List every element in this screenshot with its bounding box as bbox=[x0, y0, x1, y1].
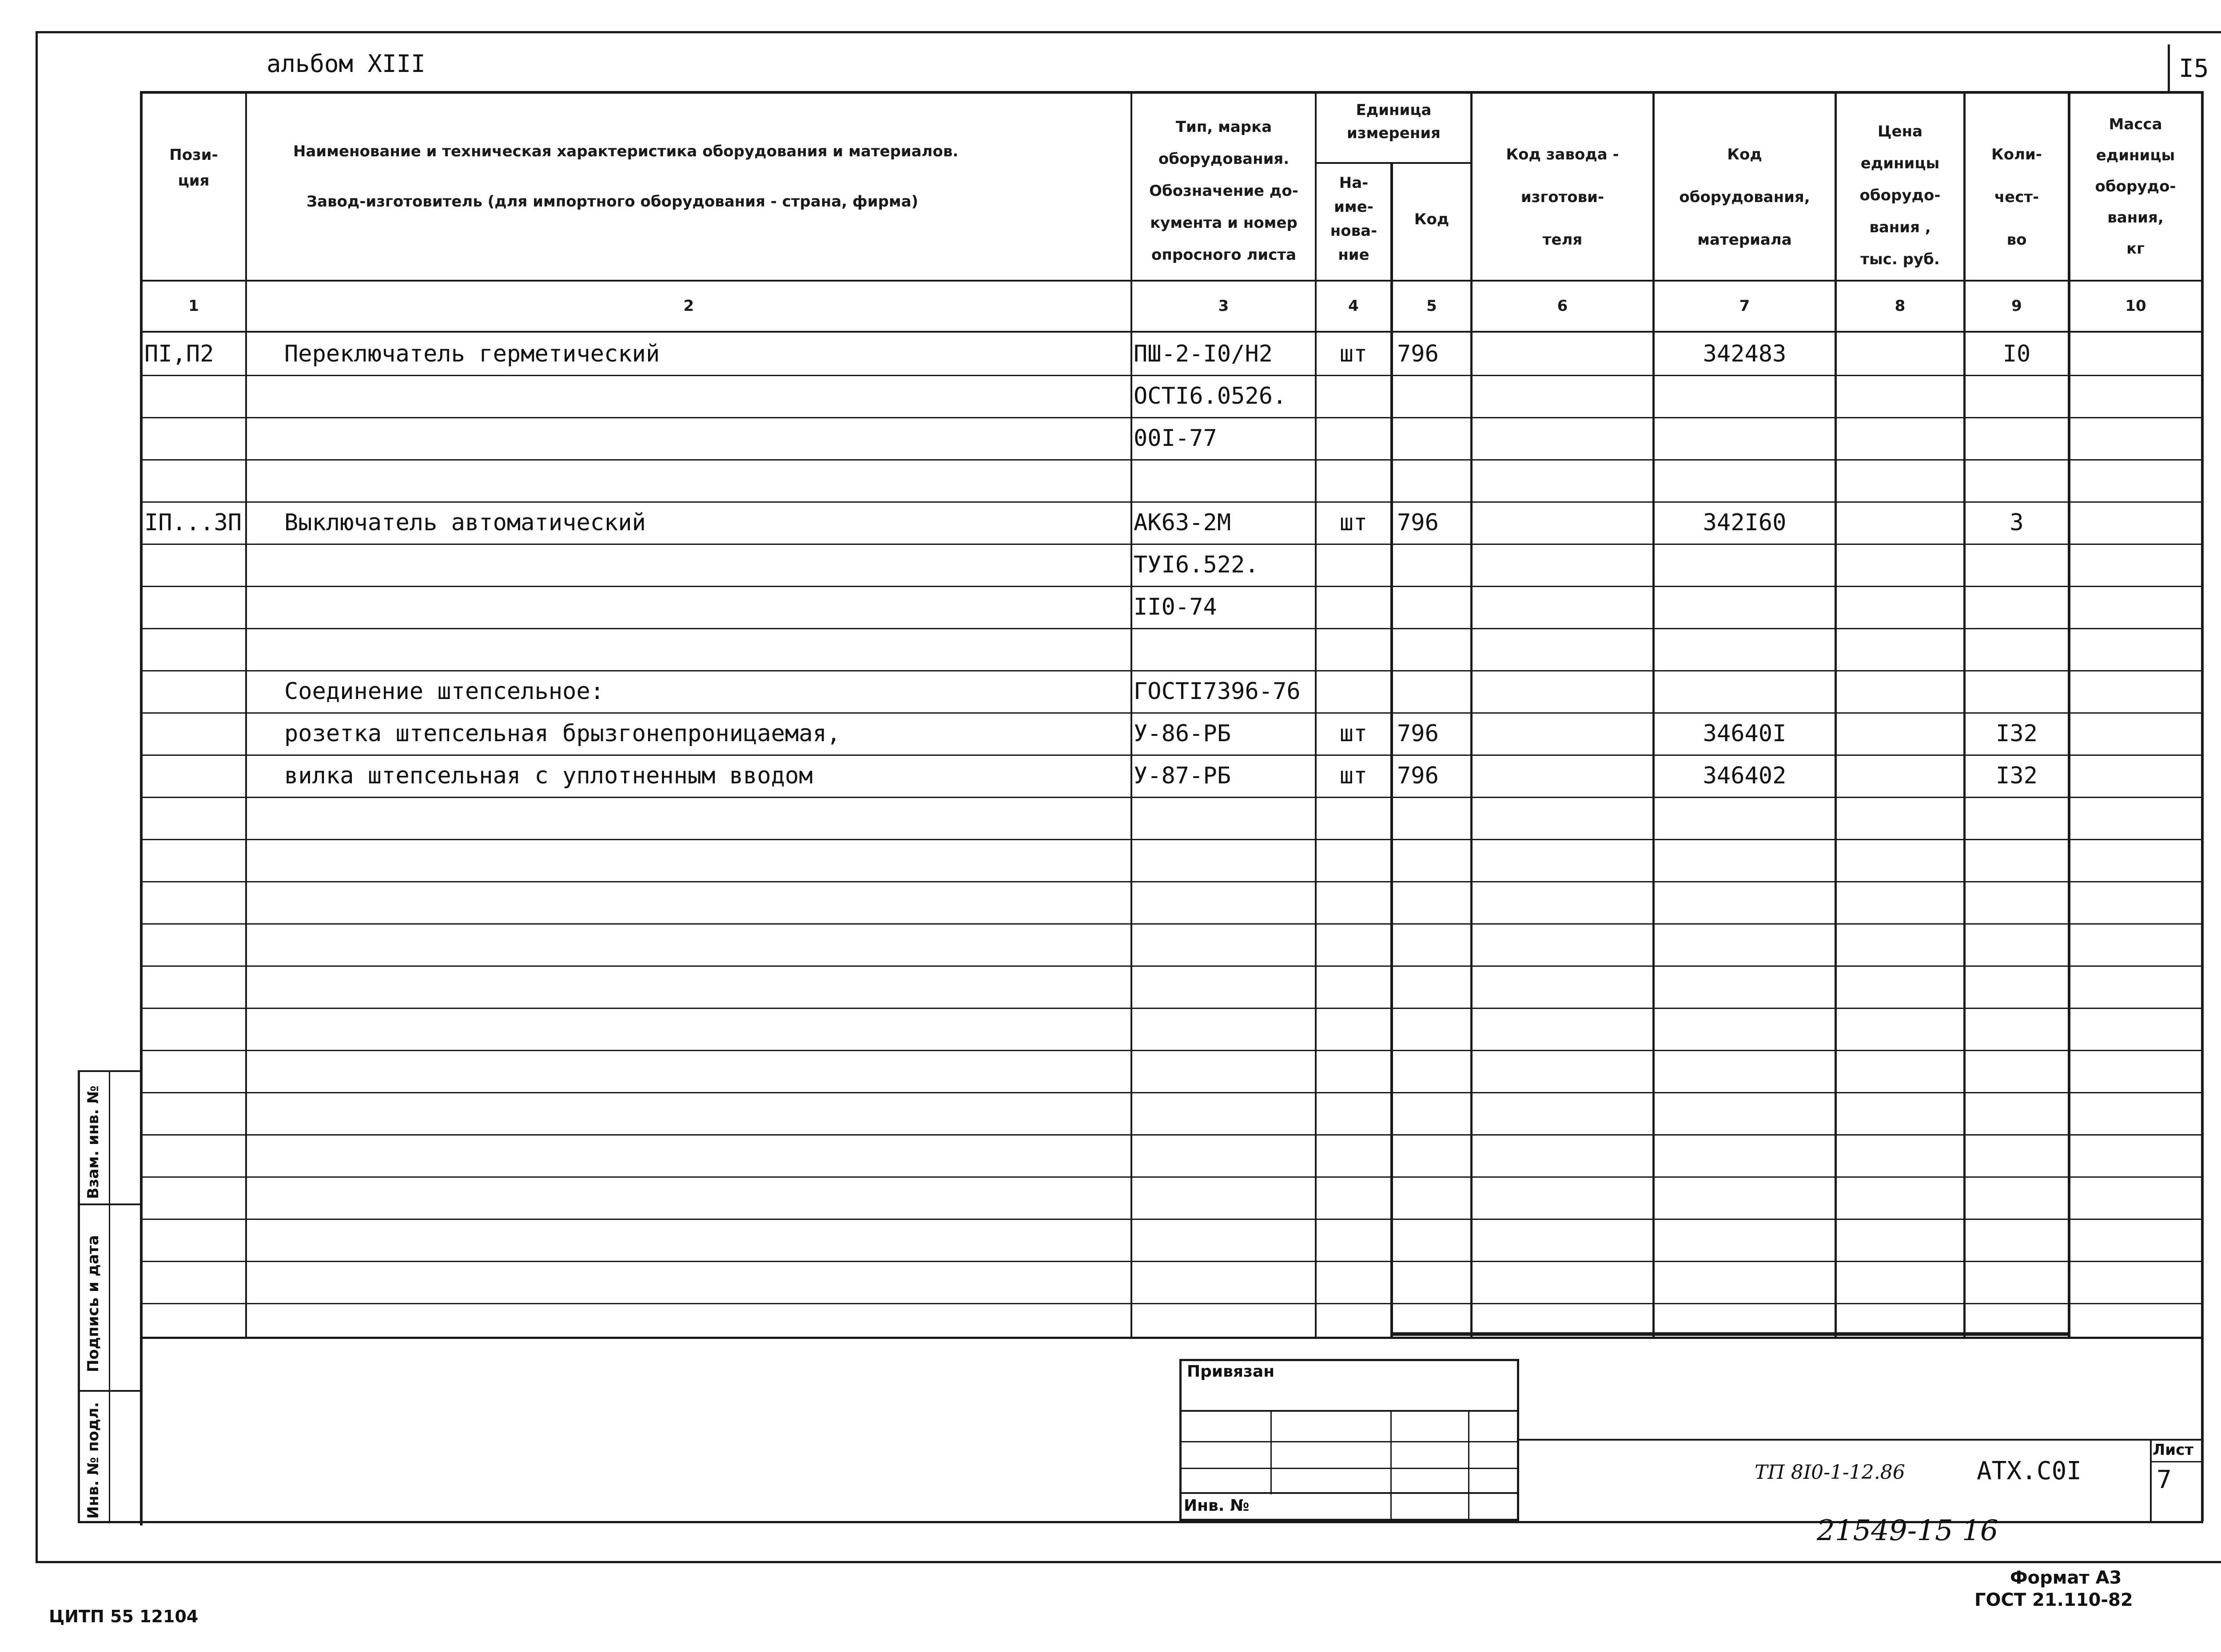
colnum-3: 3 bbox=[1218, 297, 1229, 315]
cell-code: 796 bbox=[1397, 762, 1439, 789]
row-divider bbox=[140, 923, 2203, 925]
col2-header-line2: Завод-изготовитель (для импортного оборудования - страна, фирма) bbox=[306, 193, 919, 210]
colnum-2: 2 bbox=[683, 297, 694, 315]
cell-unit: шт bbox=[1339, 341, 1368, 367]
cell-type: II0-74 bbox=[1134, 594, 1217, 620]
cell-equip: 342483 bbox=[1703, 341, 1787, 367]
row-divider bbox=[140, 839, 2203, 840]
cell-type: ПШ-2-I0/Н2 bbox=[1134, 341, 1273, 367]
row-divider bbox=[140, 417, 2203, 418]
cell-type: У-86-РБ bbox=[1134, 720, 1231, 747]
cell-qty: I32 bbox=[1996, 720, 2038, 747]
colnum-1: 1 bbox=[188, 297, 199, 315]
row-divider bbox=[140, 1050, 2203, 1051]
stamp-doc-code: АТХ.С0I bbox=[1977, 1457, 2082, 1485]
cell-name: Переключатель герметический bbox=[284, 341, 660, 367]
handwritten-number: 21549-15 16 bbox=[1817, 1514, 1998, 1547]
cell-name: Выключатель автоматический bbox=[284, 509, 646, 536]
col8-header: Цена единицы оборудо- вания , тыс. руб. bbox=[1859, 123, 1941, 268]
side-label-vzam: Взам. инв. № bbox=[84, 1085, 102, 1199]
row-divider bbox=[140, 1134, 2203, 1136]
cell-unit: шт bbox=[1339, 762, 1368, 789]
cell-unit: шт bbox=[1339, 509, 1368, 536]
cell-type: 00I-77 bbox=[1134, 425, 1217, 452]
col10-header: Масса единицы оборудо- вания, кг bbox=[2095, 115, 2176, 258]
col7-header: Код оборудования, материала bbox=[1679, 146, 1810, 249]
col4-header: На- име- нова- ние bbox=[1330, 174, 1377, 264]
row-divider bbox=[140, 375, 2203, 376]
colnum-7: 7 bbox=[1739, 297, 1750, 315]
row-divider bbox=[140, 1303, 2203, 1304]
col1-header: Пози- ция bbox=[169, 146, 218, 190]
cell-name: розетка штепсельная брызгонепроницаемая, bbox=[284, 720, 841, 747]
row-divider bbox=[140, 1092, 2203, 1093]
cell-code: 796 bbox=[1397, 341, 1439, 367]
gost-label: ГОСТ 21.110-82 bbox=[1974, 1590, 2133, 1610]
cell-equip: 346402 bbox=[1703, 762, 1787, 789]
row-divider bbox=[140, 881, 2203, 882]
colnum-5: 5 bbox=[1426, 297, 1437, 315]
cell-qty: I32 bbox=[1996, 762, 2038, 789]
side-label-inv: Инв. № подл. bbox=[84, 1402, 102, 1519]
row-divider bbox=[140, 501, 2203, 503]
col5-header: Код bbox=[1414, 210, 1449, 228]
row-divider bbox=[140, 459, 2203, 461]
colnum-6: 6 bbox=[1557, 297, 1568, 315]
cell-type: ОСТI6.0526. bbox=[1134, 383, 1287, 409]
cell-pos: IП...3П bbox=[144, 509, 242, 536]
row-divider bbox=[140, 670, 2203, 671]
row-divider bbox=[140, 586, 2203, 587]
cell-equip: 34640I bbox=[1703, 720, 1787, 747]
row-divider bbox=[140, 965, 2203, 967]
col2-header-line1: Наименование и техническая характеристика оборудования и материалов. bbox=[293, 143, 959, 160]
cell-unit: шт bbox=[1339, 720, 1368, 747]
cell-qty: I0 bbox=[2002, 341, 2031, 367]
row-divider bbox=[140, 1219, 2203, 1220]
cell-type: У-87-РБ bbox=[1134, 762, 1231, 789]
row-divider bbox=[140, 755, 2203, 756]
col4-group-header: Единица измерения bbox=[1347, 101, 1441, 142]
cell-name: вилка штепсельная с уплотненным вводом bbox=[284, 762, 813, 789]
spec-table bbox=[140, 91, 2201, 1339]
cell-qty: 3 bbox=[2010, 509, 2024, 536]
col3-header: Тип, марка оборудования. Обозначение до- кумента и номер опросного листа bbox=[1149, 118, 1298, 264]
stamp-list-label: Лист bbox=[2153, 1441, 2193, 1459]
outer-frame-left bbox=[36, 31, 38, 1563]
side-label-podpis: Подпись и дата bbox=[84, 1235, 102, 1372]
row-divider bbox=[140, 1176, 2203, 1178]
cell-type: ТУI6.522. bbox=[1134, 552, 1259, 578]
stamp-list-number: 7 bbox=[2157, 1465, 2172, 1494]
row-divider bbox=[140, 712, 2203, 714]
row-divider bbox=[140, 1261, 2203, 1262]
citp-label: ЦИТП 55 12104 bbox=[49, 1607, 199, 1626]
album-title: альбом XIII bbox=[267, 50, 426, 78]
stamp-inv-label: Инв. № bbox=[1184, 1497, 1250, 1515]
colnum-10: 10 bbox=[2125, 297, 2146, 315]
col6-header: Код завода - изготови- теля bbox=[1506, 146, 1619, 249]
stamp-tp-number: ТП 8I0-1-12.86 bbox=[1755, 1461, 1905, 1484]
cell-name: Соединение штепсельное: bbox=[284, 678, 605, 705]
row-divider bbox=[140, 544, 2203, 545]
cell-equip: 342I60 bbox=[1703, 509, 1787, 536]
row-divider bbox=[140, 628, 2203, 629]
cell-code: 796 bbox=[1397, 509, 1439, 536]
format-label: Формат А3 bbox=[2010, 1568, 2122, 1588]
stamp-privyazan-label: Привязан bbox=[1187, 1362, 1275, 1381]
row-divider bbox=[140, 797, 2203, 798]
sheet-corner-number: I5 bbox=[2179, 54, 2209, 83]
colnum-8: 8 bbox=[1895, 297, 1906, 315]
cell-pos: ПI,П2 bbox=[144, 341, 214, 367]
colnum-4: 4 bbox=[1348, 297, 1359, 315]
cell-type: АК63-2М bbox=[1134, 509, 1231, 536]
cell-code: 796 bbox=[1397, 720, 1439, 747]
cell-type: ГОСТI7396-76 bbox=[1134, 678, 1301, 705]
col9-header: Коли- чест- во bbox=[1991, 146, 2042, 249]
outer-frame-top bbox=[36, 31, 2221, 33]
row-divider bbox=[140, 1008, 2203, 1009]
colnum-9: 9 bbox=[2011, 297, 2022, 315]
outer-frame-bottom bbox=[36, 1561, 2221, 1563]
